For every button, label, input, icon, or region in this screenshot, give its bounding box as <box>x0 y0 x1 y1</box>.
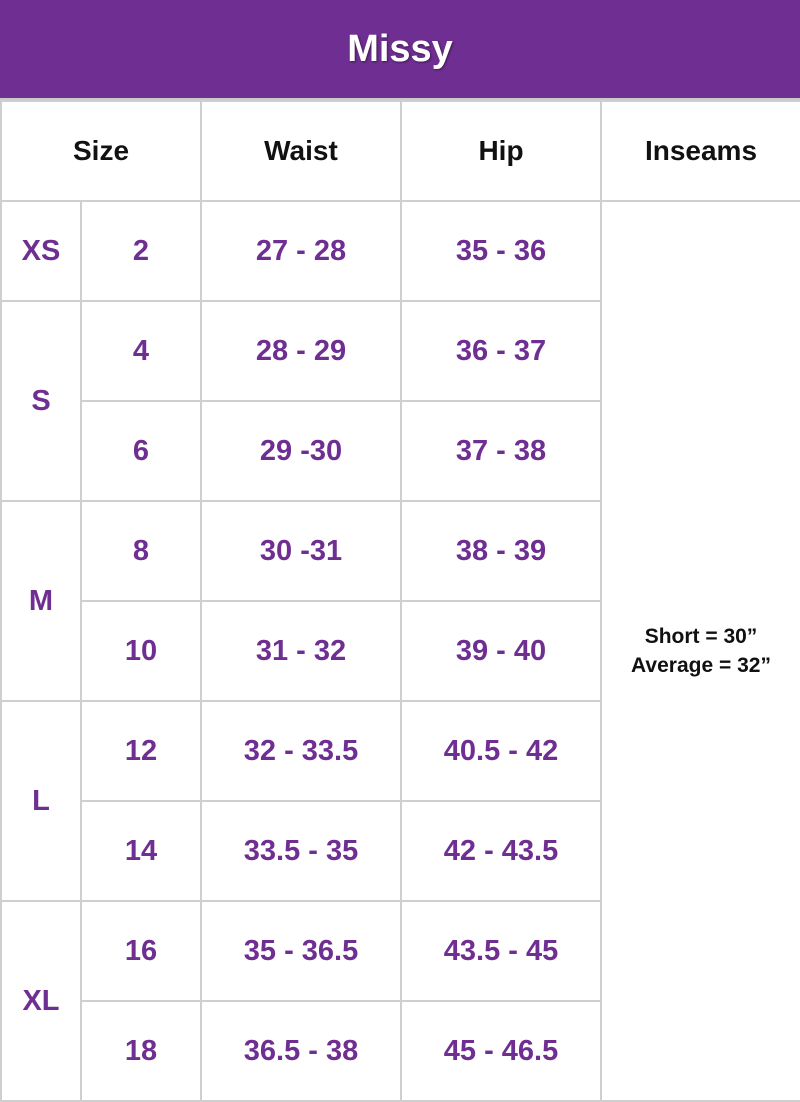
hip-cell: 38 - 39 <box>401 501 601 601</box>
waist-cell: 28 - 29 <box>201 301 401 401</box>
size-number-cell: 14 <box>81 801 201 901</box>
waist-cell: 36.5 - 38 <box>201 1001 401 1101</box>
size-letter-cell: S <box>1 301 81 501</box>
size-number-cell: 10 <box>81 601 201 701</box>
waist-cell: 33.5 - 35 <box>201 801 401 901</box>
inseam-short: Short = 30” <box>644 625 758 648</box>
waist-cell: 29 -30 <box>201 401 401 501</box>
size-chart-body <box>1 101 800 1101</box>
hip-cell: 43.5 - 45 <box>401 901 601 1001</box>
hip-cell: 42 - 43.5 <box>401 801 601 901</box>
hip-cell: 40.5 - 42 <box>401 701 601 801</box>
hip-cell: 35 - 36 <box>401 201 601 301</box>
hip-cell: 39 - 40 <box>401 601 601 701</box>
table-row <box>1 201 800 301</box>
size-letter-cell: M <box>1 501 81 701</box>
inseam-average: Average = 32” <box>631 654 771 677</box>
size-chart-table <box>0 100 800 1102</box>
inseams-header: Inseams <box>601 101 800 201</box>
waist-cell: 27 - 28 <box>201 201 401 301</box>
size-number-cell: 6 <box>81 401 201 501</box>
hip-header: Hip <box>401 101 601 201</box>
size-letter-cell: XS <box>1 201 81 301</box>
size-number-cell: 12 <box>81 701 201 801</box>
size-letter-cell: L <box>1 701 81 901</box>
size-number-cell: 18 <box>81 1001 201 1101</box>
column-header-row <box>1 101 800 201</box>
hip-cell: 45 - 46.5 <box>401 1001 601 1101</box>
size-number-cell: 8 <box>81 501 201 601</box>
size-header: Size <box>1 101 201 201</box>
waist-cell: 31 - 32 <box>201 601 401 701</box>
waist-cell: 32 - 33.5 <box>201 701 401 801</box>
hip-cell: 37 - 38 <box>401 401 601 501</box>
size-number-cell: 2 <box>81 201 201 301</box>
size-number-cell: 4 <box>81 301 201 401</box>
size-number-cell: 16 <box>81 901 201 1001</box>
waist-cell: 35 - 36.5 <box>201 901 401 1001</box>
chart-title: Missy <box>0 0 800 100</box>
size-letter-cell: XL <box>1 901 81 1101</box>
hip-cell: 36 - 37 <box>401 301 601 401</box>
inseams-cell <box>601 201 800 1101</box>
waist-header: Waist <box>201 101 401 201</box>
waist-cell: 30 -31 <box>201 501 401 601</box>
